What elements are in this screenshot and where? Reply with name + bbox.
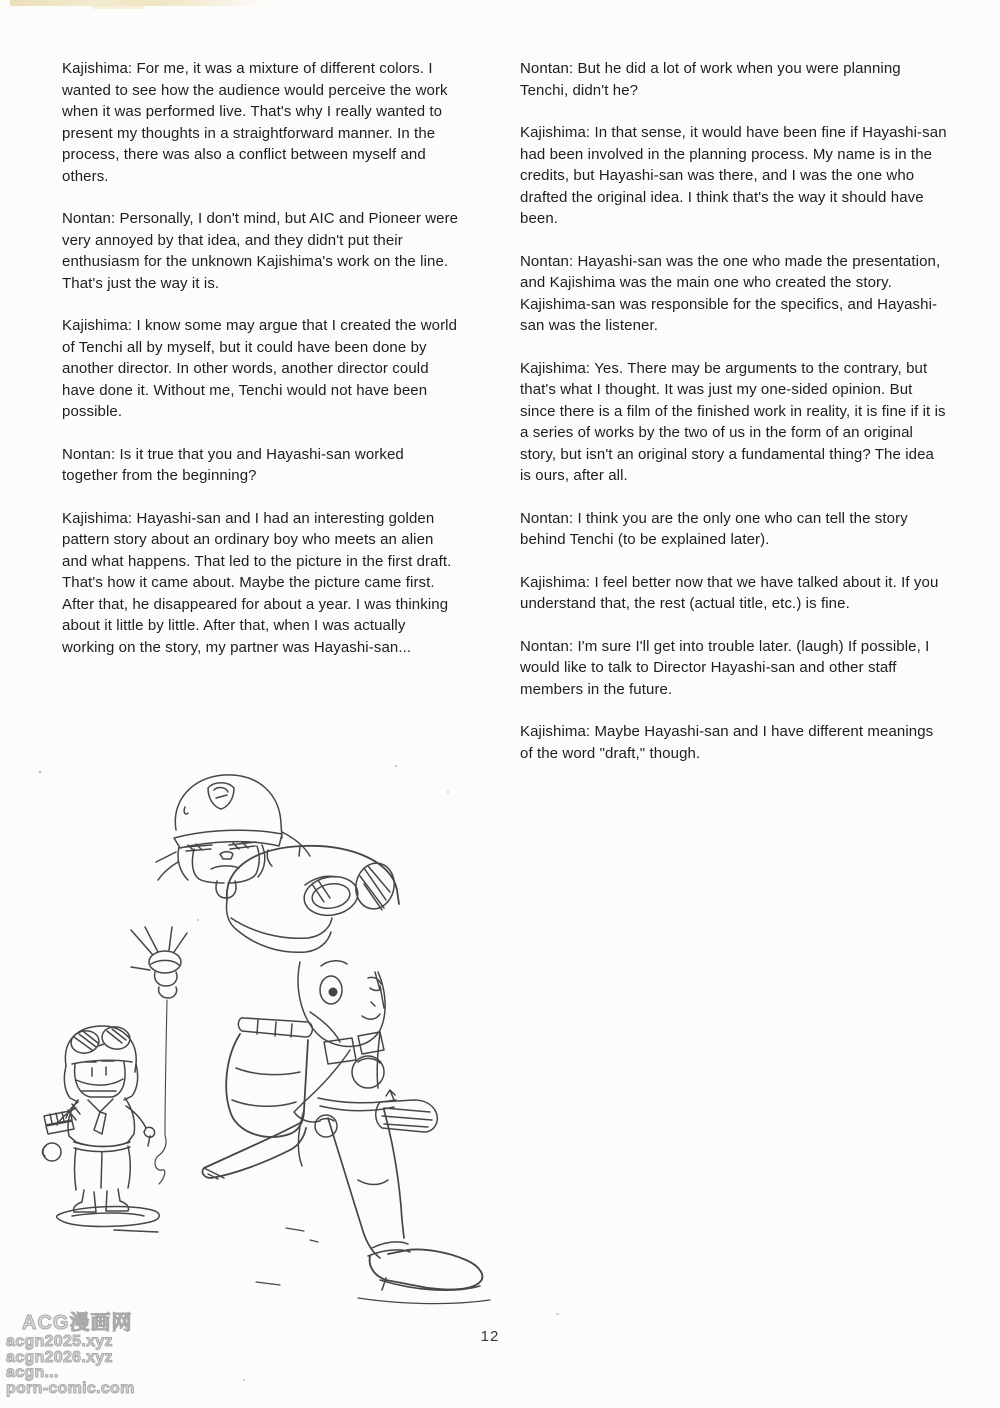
watermark (6, 1312, 135, 1396)
pencil-sketch-svg (28, 750, 498, 1315)
interview-paragraph: Nontan: But he did a lot of work when you were planning Tenchi, didn't he? (520, 60, 901, 99)
interview-paragraph: Nontan: Hayashi-san was the one who made the presentation, and Kajishima was the main one who created the story. Kajishima-san was responsible for the specifics, and Hayashi-san was the listener. (520, 252, 941, 334)
soldier-head-sketch (156, 775, 310, 898)
interview-paragraph: Kajishima: Maybe Hayashi-san and I have different meanings of the word "draft," though. (520, 723, 934, 762)
watermark-line: acgn2026.xyz (6, 1348, 113, 1366)
interview-paragraph: Kajishima: Hayashi-san and I had an interesting golden pattern story about an ordinary boy who meets an alien and what happens. That led to the picture in the first draft. That's how it came about. Maybe the picture came first. After that, he disappeared for about a year. I was thinking about it little by little. After that, when I was actually working on the story, my partner was Hayashi-san... (62, 509, 452, 656)
interview-paragraph: Kajishima: I know some may argue that I created the world of Tenchi all by myself, but it could have been done by another director. In other words, another director could have done it. Without me, Tenchi would not have been possible. (62, 317, 458, 420)
scan-speck (556, 1313, 559, 1315)
interview-column-right (520, 58, 947, 785)
scan-speck (243, 1379, 245, 1381)
watermark-links (6, 1334, 135, 1396)
interview-paragraph: Nontan: I think you are the only one who can tell the story behind Tenchi (to be explained later). (520, 509, 908, 548)
watermark-site-name: ACG漫画网 (22, 1312, 133, 1334)
boy-running-sketch (202, 846, 490, 1304)
interview-paragraph: Nontan: Personally, I don't mind, but AIC and Pioneer were very annoyed by that idea, and they didn't put their enthusiasm for the unknown Kajishima's work on the line. That's just the way it is. (62, 210, 459, 292)
interview-paragraph: Kajishima: I feel better now that we have talked about it. If you understand that, the rest (actual title, etc.) is fine. (520, 573, 939, 612)
interview-paragraph: Kajishima: In that sense, it would have been fine if Hayashi-san had been involved in the planning process. My name is in the credits, but Hayashi-san was there, and I was the one who drafted the original idea. I think that's the way it should have been. (520, 124, 947, 227)
interview-paragraph: Nontan: Is it true that you and Hayashi-san worked together from the beginning? (62, 445, 404, 484)
page-number: 12 (480, 1328, 500, 1345)
watermark-line: acgn... (6, 1364, 59, 1381)
interview-paragraph: Kajishima: For me, it was a mixture of different colors. I wanted to see how the audience would perceive the work when it was performed live. That's why I really wanted to present my thoughts in a straightforward manner. In the process, there was also a conflict between myself and others. (62, 60, 448, 185)
sketch-drawing (28, 750, 498, 1315)
interview-paragraph: Kajishima: Yes. There may be arguments to the contrary, but that's what I thought. It was just my one-sided opinion. But since there is a film of the finished work in reality, it is fine if it is a series of works by the two of us in the form of an original story, but isn't an original story a fundamental thing? The idea is ours, after all. (520, 359, 946, 484)
scan-artifact-blob (92, 5, 144, 9)
watermark-line: acgn2025.xyz (6, 1333, 113, 1350)
interview-paragraph: Nontan: I'm sure I'll get into trouble later. (laugh) If possible, I would like to talk to Director Hayashi-san and other staff members in the future. (520, 637, 930, 698)
insect-sketch (131, 927, 187, 1184)
watermark-line: porn-comic.com (6, 1379, 135, 1397)
interview-column-left (62, 58, 459, 679)
chibi-kid-sketch (42, 1025, 159, 1232)
